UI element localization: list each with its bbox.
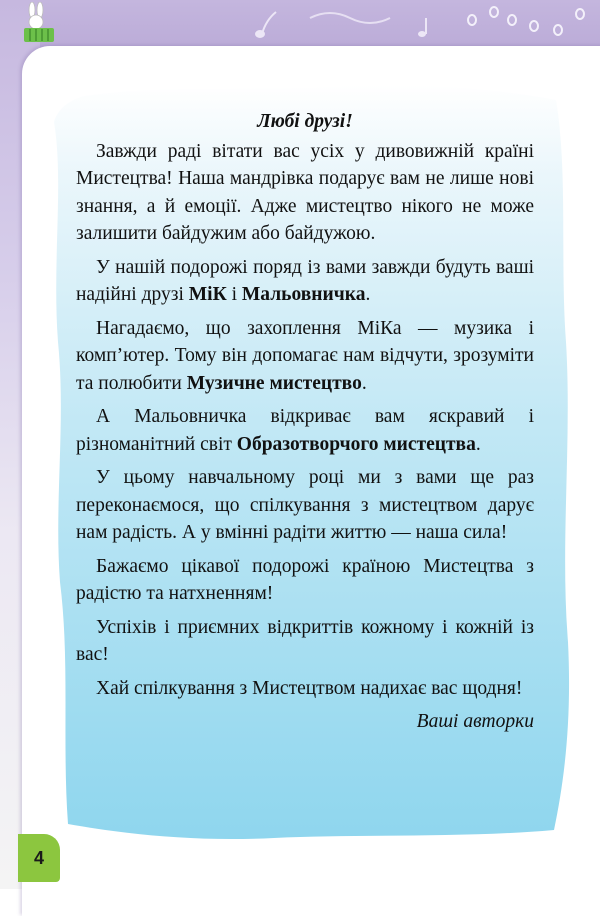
text-run: Бажаємо цікавої подорожі країною Мистецтва з радістю та натхненням! [76,555,534,604]
letter-paragraph [76,614,534,669]
letter-greeting: Любі друзі! [257,111,353,132]
letter-paragraphs [76,138,534,703]
bold-text: МіК [188,284,227,305]
text-run: і [226,284,242,305]
text-run: Хай спілкування з Мистецтвом надихає вас щодня! [96,677,523,699]
letter-paragraph [76,254,534,309]
page-number: 4 [18,834,60,882]
letter-signature: Ваші авторки [416,711,534,732]
text-run: Нагадаємо, що захоплення МіКа — музика і комп’ютер. Тому він допомагає нам відчути, зрозуміти та полюбити [76,317,534,394]
music-note-icon [256,12,276,37]
letter-paragraph [76,675,534,703]
bold-text: Образотворчого мистецтва [236,433,476,455]
music-note-icon [418,18,427,37]
text-run: . [365,284,371,305]
letter-paragraph [76,138,534,248]
text-run: . [361,372,367,394]
letter-paragraph [76,403,534,458]
text-run: У нашій подорожі поряд із вами завжди будуть ваші надійні друзі [76,256,534,305]
text-run: У цьому навчальному році ми з вами ще раз переконаємося, що спілкування з мистецтвом дарує нам радість. А у вмінні радіти життю — наша сила! [76,467,534,543]
letter-paragraph [76,553,534,608]
text-run: Завжди раді вітати вас усіх у дивовижній країні Мистецтва! Наша мандрівка подарує вам не лише нові знання, а й емоції. Адже мистецтво нікого не може залишити байдужим або байдужою. [76,140,534,244]
bold-text: Мальовничка [241,284,366,305]
text-run: А Мальовничка відкриває вам яскравий і різноманітний світ [76,406,534,455]
letter-paragraph [76,315,534,398]
letter-text [76,108,534,755]
bunny-with-accordion-icon [14,2,64,46]
letter-paragraph [76,464,534,547]
music-notes-decoration [250,4,590,44]
bold-text: Музичне мистецтво [186,372,362,394]
text-run: . [475,433,481,455]
text-run: Успіхів і приємних відкриттів кожному і кожній із вас! [76,616,534,665]
